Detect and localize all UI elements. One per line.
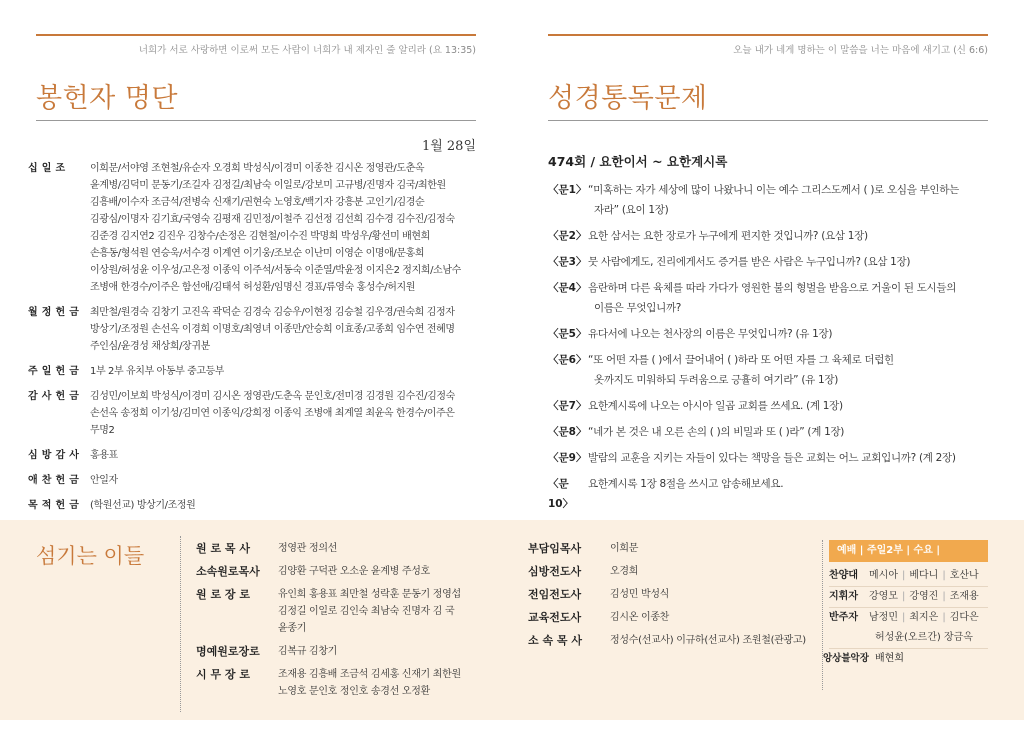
staff-names (278, 666, 461, 700)
quiz-question (548, 396, 998, 416)
staff-names-line: 이희문 (610, 543, 639, 554)
worship-header-cell: 예배 (837, 545, 857, 556)
donor-list (28, 160, 480, 522)
worship-names (869, 587, 979, 607)
question-label: 〈문8〉 (548, 426, 587, 438)
quiz-question (548, 226, 998, 246)
staff-row (196, 643, 496, 660)
separator: | (902, 545, 914, 556)
donor-names-line: 김광심/이명자 김기효/국영숙 김평재 김민정/이철주 김선정 김선희 김수경 김수진/김정숙 (90, 214, 455, 225)
donor-names-line: 홍용표 (90, 450, 118, 461)
donor-names (88, 497, 195, 514)
donor-names-line: 손흥동/형석원 연승욱/서수경 이계연 이기웅/조보순 이난미 이영순 이명애/문홍희 (90, 248, 425, 259)
question-line: 옷까지도 미워하되 두려움으로 긍휼히 여기라” (유 1장) (594, 374, 839, 386)
worship-header (829, 540, 988, 562)
separator: | (942, 591, 946, 602)
donor-names-line: 이상원/허성윤 이우성/고은정 이종익 이주석/서동숙 이준열/박윤정 이지은2 정지희/소남수 (90, 265, 461, 276)
staff-names (610, 632, 806, 649)
page-title: 성경통독문제 (548, 83, 708, 114)
question-text (588, 474, 783, 514)
question-label: 〈문7〉 (548, 400, 587, 412)
staff-names (278, 540, 337, 557)
staff-names (278, 563, 430, 580)
staff-names-line: 조재용 김흥배 조금석 김세홍 신재기 최한원 (278, 669, 461, 680)
staff-names-line: 정성수(선교사) 이규하(선교사) 조원철(관광고) (610, 635, 806, 646)
staff-column-ministers (528, 540, 808, 655)
question-line: 요한 삼서는 요한 장로가 누구에게 편지한 것입니까? (요삼 1장) (588, 230, 868, 242)
band-divider (180, 536, 181, 712)
staff-names (610, 540, 638, 557)
worship-name: 조재용 (949, 591, 979, 602)
donor-names-line: 방상기/조정원 손선옥 이경희 이명호/최영녀 이종만/안승희 이효종/고종희 임수연 전혜명 (90, 324, 455, 335)
donor-names (88, 472, 118, 489)
donor-row (28, 388, 480, 439)
question-line: “또 어떤 자를 ( )에서 끌어내어 ( )하라 또 어떤 자를 그 육체로 더럽힌 (588, 354, 894, 366)
donor-names-line: 1부 2부 유치부 아동부 중고등부 (90, 366, 225, 377)
question-label: 〈문10〉 (548, 478, 574, 510)
top-rule (36, 34, 476, 36)
quiz-question (548, 324, 998, 344)
worship-name: 남정민 (869, 612, 898, 623)
donor-names-line: 손선옥 송정희 이기성/김미연 이종익/강희정 이종익 조병애 최계열 최윤옥 한경수/이주은 (90, 408, 455, 419)
question-text (588, 252, 910, 272)
staff-names-line: 김시온 이종찬 (610, 612, 670, 623)
donor-list-page (0, 0, 512, 520)
bible-quiz-page (512, 0, 1024, 520)
staff-column-elders (196, 540, 496, 706)
staff-role: 소속원로목사 (196, 565, 260, 578)
staff-role: 원 로 목 사 (196, 542, 250, 555)
question-label: 〈문6〉 (548, 354, 587, 366)
question-text (588, 448, 956, 468)
worship-name: 메시아 (869, 570, 898, 581)
worship-names (869, 608, 979, 628)
donor-names-line: 이희문/서야영 조현철/유순자 오경희 박성식/이경미 이종찬 김시온 정영관/도춘옥 (90, 163, 425, 174)
question-label: 〈문4〉 (548, 282, 587, 294)
donor-names (88, 363, 224, 380)
staff-row (528, 563, 808, 580)
separator: | (856, 545, 867, 556)
quiz-list (548, 180, 998, 520)
donor-names-line: 최만철/원경숙 김창기 고진옥 곽덕순 김경숙 김승우/이현정 김승철 김우경/권숙희 김정자 (90, 307, 455, 318)
staff-names-line: 김성민 박성식 (610, 589, 670, 600)
question-label: 〈문2〉 (548, 230, 587, 242)
question-text (588, 278, 956, 318)
worship-names: 배현희 (875, 653, 904, 664)
title-divider (36, 120, 476, 121)
worship-name: 최지은 (909, 612, 939, 623)
question-line: “미혹하는 자가 세상에 많이 나왔나니 이는 예수 그리스도께서 ( )로 오심을 부인하는 (588, 184, 959, 196)
donor-category: 심 방 감 사 (28, 450, 80, 461)
donor-names (88, 388, 455, 439)
staff-names-line: 오경희 (610, 566, 639, 577)
donor-names-line: 주인심/윤경성 채상희/장귀분 (90, 341, 210, 352)
staff-band (0, 520, 1024, 720)
question-line: 유다서에 나오는 천사장의 이름은 무엇입니까? (유 1장) (588, 328, 833, 340)
worship-names (869, 566, 979, 586)
donor-category: 애 찬 헌 금 (28, 475, 80, 486)
staff-names (278, 643, 337, 660)
staff-row (528, 609, 808, 626)
staff-row (196, 586, 496, 637)
question-text (588, 396, 843, 416)
question-line: 요한계시록 1장 8절을 쓰시고 암송해보세요. (588, 478, 784, 490)
quiz-question (548, 252, 998, 272)
quiz-question (548, 422, 998, 442)
donor-row (28, 363, 480, 380)
staff-role: 부담임목사 (528, 542, 582, 555)
donor-names-line: 무명2 (90, 425, 115, 436)
worship-row (829, 566, 988, 587)
staff-names-line: 유인희 홍용표 최만철 성락훈 문동기 정영섭 (278, 589, 461, 600)
worship-row (829, 608, 988, 628)
question-text (588, 324, 832, 344)
staff-names-line: 정영관 정의선 (278, 543, 338, 554)
staff-row (528, 632, 808, 649)
worship-name: 강영모 (869, 591, 898, 602)
donor-row (28, 160, 480, 296)
separator: | (901, 591, 906, 602)
question-line: 요한계시록에 나오는 아시아 일곱 교회를 쓰세요. (계 1장) (588, 400, 843, 412)
donor-names-line: 안일자 (90, 475, 118, 486)
donor-names-line: 김흥배/이수자 조금석/전병숙 신재기/권현숙 노영호/백기자 강흥분 고인기/김경순 (90, 197, 425, 208)
question-label: 〈문1〉 (548, 184, 587, 196)
quiz-question (548, 278, 998, 318)
question-line: 이름은 무엇입니까? (594, 302, 682, 314)
worship-name: 강영진 (909, 591, 939, 602)
staff-role: 전임전도사 (528, 588, 582, 601)
worship-header-cell: 수요 (913, 545, 933, 556)
staff-role: 명예원로장로 (196, 645, 260, 658)
worship-role: 반주자 (829, 612, 858, 623)
header-verse: 오늘 내가 네게 명하는 이 말씀을 너는 마음에 새기고 (신 6:6) (733, 45, 988, 56)
donor-names (88, 160, 461, 296)
quiz-question (548, 350, 998, 390)
worship-role: 찬양대 (829, 570, 858, 581)
worship-name: 호산나 (949, 570, 979, 581)
staff-row (528, 586, 808, 603)
worship-team-box (822, 540, 988, 690)
staff-role: 소 속 목 사 (528, 634, 582, 647)
donor-category: 주 일 헌 금 (28, 366, 80, 377)
separator: | (932, 545, 940, 556)
donor-row (28, 447, 480, 464)
staff-names-line: 노영호 문인호 정인호 송경선 오정환 (278, 686, 430, 697)
donor-names-line: 김성민/이보희 박성식/이경미 김시온 정영관/도춘옥 문인호/전미경 김경원 김수진/김정숙 (90, 391, 455, 402)
separator: | (901, 570, 906, 581)
worship-ensemble-row (823, 649, 988, 669)
staff-role: 시 무 장 로 (196, 668, 250, 681)
date-label: 1월 28일 (421, 139, 476, 154)
donor-names-line: (학원선교) 방상기/조정원 (90, 500, 196, 511)
worship-row (829, 587, 988, 608)
question-label: 〈문5〉 (548, 328, 587, 340)
header-verse: 너희가 서로 사랑하면 이로써 모든 사람이 너희가 내 제자인 줄 알리라 (요 13:35) (138, 45, 476, 56)
question-label: 〈문3〉 (548, 256, 587, 268)
donor-category: 감 사 헌 금 (28, 391, 80, 402)
worship-header-cell: 주일2부 (866, 545, 903, 556)
question-label: 〈문9〉 (548, 452, 587, 464)
worship-name: 김다은 (949, 612, 979, 623)
worship-role: 앙상블악장 (823, 653, 869, 664)
staff-role: 교육전도사 (528, 611, 582, 624)
worship-table (829, 566, 988, 628)
question-text (588, 180, 959, 220)
worship-role: 지휘자 (829, 591, 858, 602)
question-line: “네가 본 것은 내 오른 손의 ( )의 비밀과 또 ( )라” (계 1장) (588, 426, 845, 438)
quiz-heading: 474회 / 요한이서 ~ 요한계시록 (548, 154, 728, 169)
donor-row (28, 304, 480, 355)
question-text (588, 422, 844, 442)
worship-extra-row: 허성윤(오르간) 장금옥 (829, 628, 988, 649)
donor-category: 목 적 헌 금 (28, 500, 80, 511)
separator: | (942, 570, 946, 581)
worship-name: 베다니 (909, 570, 939, 581)
donor-row (28, 497, 480, 514)
staff-title: 섬기는 이들 (36, 544, 145, 568)
donor-names-line: 김준경 김지연2 김진우 김창수/손정은 김현철/이수진 박명희 박성우/황선미 배현희 (90, 231, 430, 242)
staff-names-line: 김복규 김창기 (278, 646, 338, 657)
top-rule (548, 34, 988, 36)
question-text (588, 350, 894, 390)
question-line: 자라” (요이 1장) (594, 204, 669, 216)
staff-names-line: 김정길 이일로 김인숙 최남숙 진명자 김 국 (278, 606, 455, 617)
staff-role: 원 로 장 로 (196, 588, 250, 601)
quiz-question (548, 180, 998, 220)
quiz-question (548, 448, 998, 468)
donor-names-line: 조병애 한경수/이주은 함선애/김태석 허성환/임명신 경표/류영숙 홍성수/허지원 (90, 282, 416, 293)
question-line: 발람의 교훈을 지키는 자들이 있다는 책망을 들은 교회는 어느 교회입니까? (계 2장) (588, 452, 956, 464)
staff-names (610, 563, 638, 580)
title-divider (548, 120, 988, 121)
staff-names-line: 윤종기 (278, 623, 307, 634)
donor-row (28, 472, 480, 489)
staff-role: 심방전도사 (528, 565, 582, 578)
staff-row (196, 563, 496, 580)
question-line: 음란하며 다른 육체를 따라 가다가 영원한 불의 형벌을 받음으로 거울이 된 도시들의 (588, 282, 957, 294)
donor-names-line: 윤계병/김덕미 문동기/조길자 김정길/최남숙 이일로/강보미 고규병/진명자 김국/최한원 (90, 180, 446, 191)
donor-category: 십 일 조 (28, 163, 66, 174)
staff-names (610, 586, 669, 603)
staff-row (196, 666, 496, 700)
page-title: 봉헌자 명단 (36, 83, 178, 114)
staff-names (610, 609, 669, 626)
separator: | (942, 612, 946, 623)
staff-row (196, 540, 496, 557)
donor-category: 월 정 헌 금 (28, 307, 80, 318)
donor-names (88, 304, 455, 355)
staff-row (528, 540, 808, 557)
question-text (588, 226, 868, 246)
separator: | (901, 612, 906, 623)
question-line: 뭇 사람에게도, 진리에게서도 증거를 받은 사람은 누구입니까? (요삼 1장) (588, 256, 911, 268)
quiz-question (548, 474, 998, 514)
staff-names-line: 김양환 구덕관 오소운 윤계병 주성호 (278, 566, 430, 577)
donor-names (88, 447, 118, 464)
staff-names (278, 586, 461, 637)
